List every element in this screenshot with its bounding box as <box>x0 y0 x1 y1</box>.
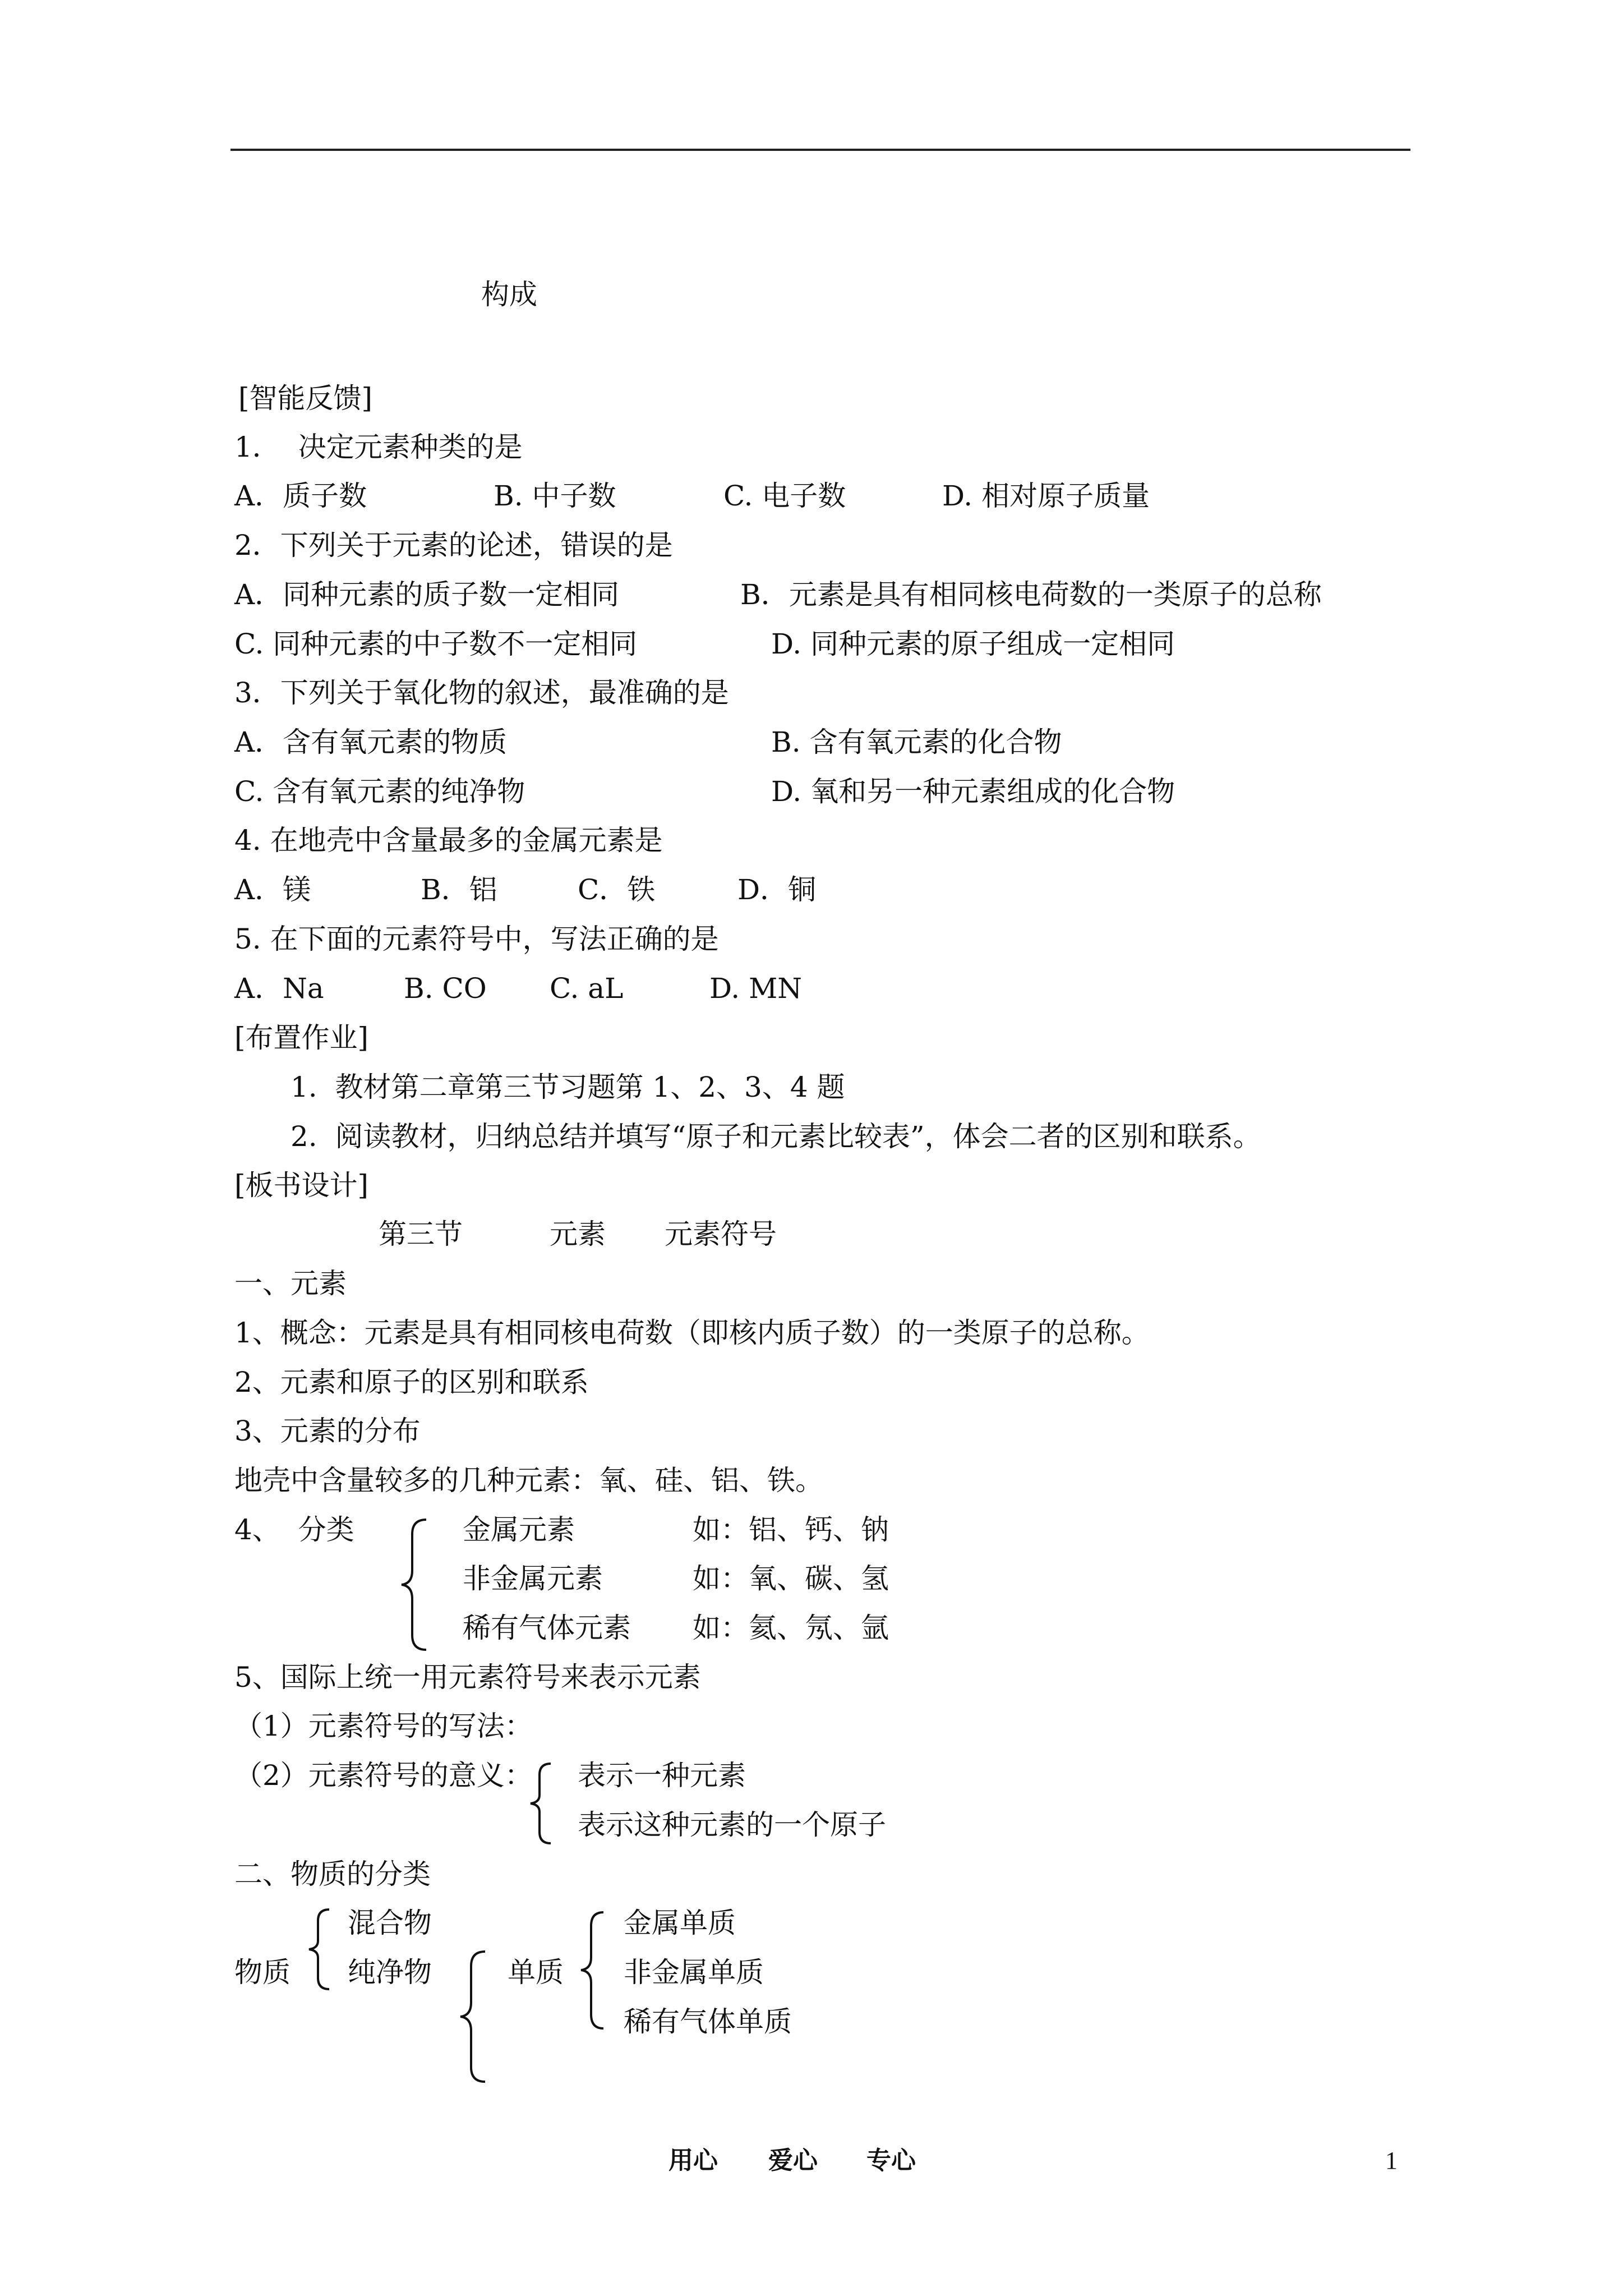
question-5-option-b: B. CO <box>404 972 487 1005</box>
board-heading-section: 第三节 <box>379 1218 463 1250</box>
question-3-option-a: A．含有氧元素的物质 <box>234 726 508 758</box>
question-5-stem: 5. 在下面的元素符号中，写法正确的是 <box>234 923 719 955</box>
question-1-option-c: C. 电子数 <box>723 480 846 512</box>
simple-type-noble-gas: 稀有气体单质 <box>624 2005 792 2038</box>
question-5-option-c: C. aL <box>550 972 624 1005</box>
question-2-option-b: B．元素是具有相同核电荷数的一类原子的总称 <box>740 578 1322 611</box>
header-rule <box>230 149 1410 151</box>
question-3-stem: 3．下列关于氧化物的叙述，最准确的是 <box>234 677 729 709</box>
page-number: 1 <box>1385 2147 1398 2174</box>
matter-type-mixture: 混合物 <box>348 1907 432 1939</box>
matter-type-pure: 纯净物 <box>348 1956 432 1989</box>
question-4-option-b: B．铝 <box>421 873 497 906</box>
question-1-option-a: A．质子数 <box>234 480 367 512</box>
matter-brace <box>306 1907 334 1991</box>
footer-item-2: 爱心 <box>768 2146 818 2175</box>
question-1-stem: 1． 决定元素种类的是 <box>234 431 523 463</box>
board-point-3-detail: 地壳中含量较多的几种元素：氧、硅、铝、铁。 <box>234 1464 823 1497</box>
header-fragment: 构成 <box>481 278 537 311</box>
meaning-brace <box>527 1761 555 1846</box>
meaning-2: 表示这种元素的一个原子 <box>578 1809 886 1841</box>
question-1-option-d: D. 相对原子质量 <box>942 480 1150 512</box>
classification-name-1: 金属元素 <box>463 1513 575 1546</box>
question-2-option-a: A．同种元素的质子数一定相同 <box>234 578 620 611</box>
simple-substance-label: 单质 <box>508 1956 564 1989</box>
question-2-option-c: C. 同种元素的中子数不一定相同 <box>234 628 638 660</box>
homework-item-2: 2. 阅读教材，归纳总结并填写“原子和元素比较表”，体会二者的区别和联系。 <box>291 1120 1261 1153</box>
classification-example-1: 如：铝、钙、钠 <box>693 1513 889 1546</box>
homework-title: [布置作业] <box>234 1022 369 1054</box>
board-point-2: 2、元素和原子的区别和联系 <box>234 1366 589 1398</box>
question-2-stem: 2．下列关于元素的论述，错误的是 <box>234 529 673 562</box>
question-4-option-d: D．铜 <box>737 873 817 906</box>
classification-name-2: 非金属元素 <box>463 1562 603 1595</box>
homework-item-1: 1. 教材第二章第三节习题第 1、2、3、4 题 <box>291 1071 845 1103</box>
board-point-5-2: （2）元素符号的意义： <box>234 1759 533 1792</box>
classification-brace <box>398 1517 432 1652</box>
question-5-option-d: D. MN <box>709 972 803 1005</box>
question-2-option-d: D. 同种元素的原子组成一定相同 <box>771 628 1175 660</box>
question-4-option-c: C．铁 <box>578 873 656 906</box>
board-part-2: 二、物质的分类 <box>234 1858 431 1890</box>
question-4-option-a: A．镁 <box>234 873 311 906</box>
board-heading-symbol: 元素符号 <box>665 1218 777 1250</box>
footer-item-1: 用心 <box>668 2146 718 2175</box>
classification-name-3: 稀有气体元素 <box>463 1612 631 1644</box>
board-point-5-1: （1）元素符号的写法： <box>234 1710 533 1742</box>
classification-example-3: 如：氦、氖、氩 <box>693 1612 889 1644</box>
section-feedback-title: [智能反馈] <box>238 382 373 415</box>
matter-label: 物质 <box>234 1956 291 1989</box>
board-point-1: 1、概念：元素是具有相同核电荷数（即核内质子数）的一类原子的总称。 <box>234 1317 1150 1349</box>
footer-item-3: 专心 <box>866 2146 916 2175</box>
question-3-option-d: D. 氧和另一种元素组成的化合物 <box>771 775 1175 808</box>
question-5-option-a: A．Na <box>234 972 324 1005</box>
simple-type-metal: 金属单质 <box>624 1907 736 1939</box>
pure-substance-brace <box>457 1949 491 2084</box>
question-1-option-b: B. 中子数 <box>494 480 616 512</box>
board-point-3: 3、元素的分布 <box>234 1415 421 1447</box>
simple-type-nonmetal: 非金属单质 <box>624 1956 764 1989</box>
simple-substance-brace <box>578 1910 608 2031</box>
question-3-option-b: B. 含有氧元素的化合物 <box>771 726 1062 758</box>
board-title: [板书设计] <box>234 1169 369 1202</box>
board-heading-element: 元素 <box>550 1218 606 1250</box>
question-3-option-c: C. 含有氧元素的纯净物 <box>234 775 525 808</box>
question-4-stem: 4. 在地壳中含量最多的金属元素是 <box>234 824 663 857</box>
board-point-4-label: 4、 分类 <box>234 1513 354 1546</box>
meaning-1: 表示一种元素 <box>578 1759 746 1792</box>
board-point-5: 5、国际上统一用元素符号来表示元素 <box>234 1661 701 1694</box>
classification-example-2: 如：氧、碳、氢 <box>693 1562 889 1595</box>
board-part-1: 一、元素 <box>234 1267 347 1300</box>
